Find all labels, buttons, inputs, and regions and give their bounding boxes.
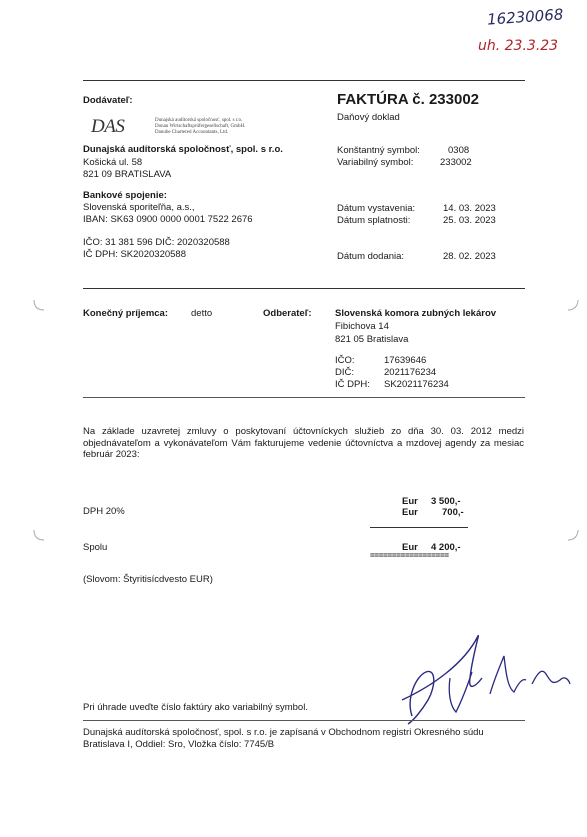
vat-label: DPH 20% xyxy=(83,506,125,517)
supplier-street: Košická ul. 58 xyxy=(83,157,143,168)
supplier-heading: Dodávateľ: xyxy=(83,95,133,106)
handwritten-note: uh. 23.3.23 xyxy=(478,38,559,54)
total-amount: 4 200,- xyxy=(431,542,461,553)
handwritten-signature xyxy=(392,628,582,728)
vat-amount: 700,- xyxy=(442,507,464,518)
punch-mark-left-bottom xyxy=(32,528,46,542)
punch-mark-right-bottom xyxy=(566,528,580,542)
net-amount: 3 500,- xyxy=(431,496,461,507)
customer-ico-label: IČO: xyxy=(335,355,355,366)
invoice-title: FAKTÚRA č. 233002 xyxy=(337,91,480,108)
customer-icdph-label: IČ DPH: xyxy=(335,379,370,390)
customer-dic-label: DIČ: xyxy=(335,367,354,378)
invoice-subtitle: Daňový doklad xyxy=(337,112,400,123)
subtotal-rule xyxy=(370,527,468,528)
supplier-city: 821 09 BRATISLAVA xyxy=(83,169,172,180)
customer-city: 821 05 Bratislava xyxy=(335,334,409,345)
konst-symbol-label: Konštantný symbol: xyxy=(337,145,420,156)
var-symbol-value: 233002 xyxy=(440,157,472,168)
service-description: Na základe uzavretej zmluvy o poskytovaní účtovníckych služieb zo dňa 30. 03. 2012 medzi objednávateľom a vykonávateľom Vám fakturujeme vedenie účtovníctva a mzdovej agendy za mesiac február 2023: xyxy=(83,426,524,460)
supplier-ic-dph: IČ DPH: SK2020320588 xyxy=(83,249,186,260)
customer-ico-value: 17639646 xyxy=(384,355,427,366)
register-line-2: Bratislava I, Oddiel: Sro, Vložka číslo: 7745/B xyxy=(83,739,275,750)
vat-currency: Eur xyxy=(402,507,418,518)
var-symbol-label: Variabilný symbol: xyxy=(337,157,414,168)
punch-mark-right-top xyxy=(566,298,580,312)
due-date-value: 25. 03. 2023 xyxy=(443,215,496,226)
total-double-rule: ================== xyxy=(370,551,449,560)
issue-date-label: Dátum vystavenia: xyxy=(337,203,416,214)
punch-mark-left-top xyxy=(32,298,46,312)
bank-iban: IBAN: SK63 0900 0000 0001 7522 2676 xyxy=(83,214,253,225)
customer-label: Odberateľ: xyxy=(263,308,312,319)
issue-date-value: 14. 03. 2023 xyxy=(443,203,496,214)
bank-name: Slovenská sporiteľňa, a.s., xyxy=(83,202,195,213)
due-date-label: Dátum splatnosti: xyxy=(337,215,411,226)
middle-rule xyxy=(83,288,525,289)
body-rule xyxy=(83,397,525,398)
final-recipient-value: detto xyxy=(191,308,213,319)
delivery-date-value: 28. 02. 2023 xyxy=(443,251,496,262)
customer-name: Slovenská komora zubných lekárov xyxy=(335,308,497,319)
total-currency: Eur xyxy=(402,542,418,553)
total-label: Spolu xyxy=(83,542,108,553)
register-line-1: Dunajská audítorská spoločnosť, spol. s r.o. je zapísaná v Obchodnom registri Okresného súdu xyxy=(83,727,484,738)
delivery-date-label: Dátum dodania: xyxy=(337,251,405,262)
payment-note: Pri úhrade uveďte číslo faktúry ako variabilný symbol. xyxy=(83,702,308,713)
company-logo xyxy=(83,114,283,142)
supplier-ico-dic: IČO: 31 381 596 DIČ: 2020320588 xyxy=(83,237,230,248)
supplier-name: Dunajská audítorská spoločnosť, spol. s r.o. xyxy=(83,144,283,155)
logo-mark: DAS xyxy=(91,116,125,137)
customer-icdph-value: SK2021176234 xyxy=(384,379,449,390)
net-currency: Eur xyxy=(402,496,418,507)
konst-symbol-value: 0308 xyxy=(448,145,470,156)
customer-dic-value: 2021176234 xyxy=(384,367,437,378)
amount-in-words: (Slovom: Štyritisícdvesto EUR) xyxy=(83,574,213,585)
bank-heading: Bankové spojenie: xyxy=(83,190,167,201)
handwritten-number: 16230068 xyxy=(486,5,564,29)
final-recipient-label: Konečný príjemca: xyxy=(83,308,168,319)
logo-caption: Dunajská audítorská spoločnosť, spol. s r.o. Donau Wirtschaftsprüfergesellschaft, GmbH. Danube Chartered Accountants, Ltd. xyxy=(155,118,246,135)
footer-rule xyxy=(83,720,525,721)
top-rule xyxy=(83,80,525,81)
customer-street: Fibichova 14 xyxy=(335,321,389,332)
